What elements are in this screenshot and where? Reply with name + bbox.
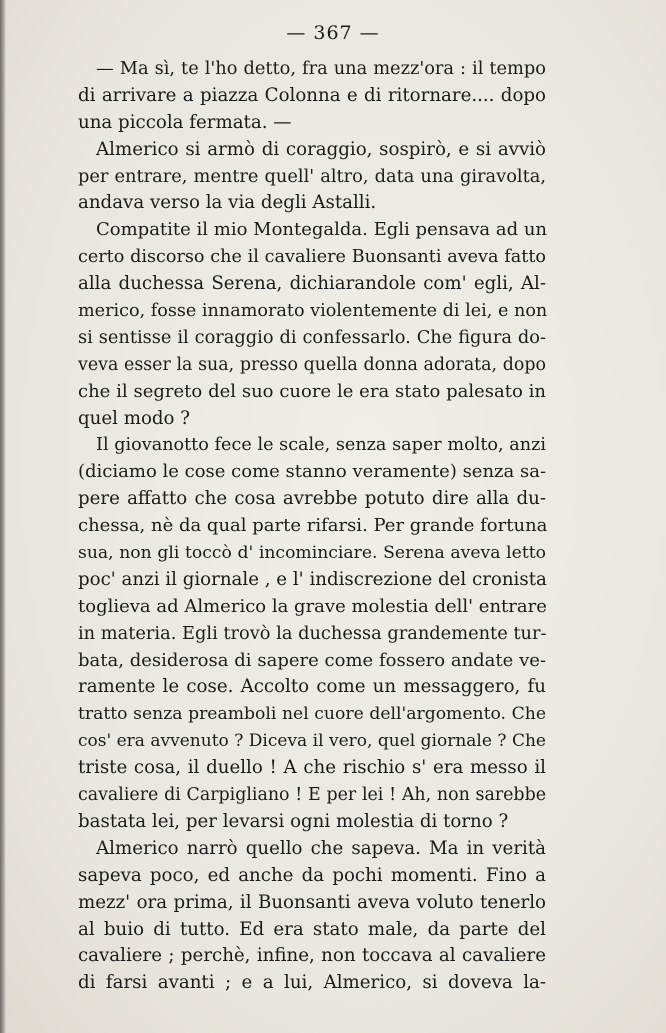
text-line: pere affatto che cosa avrebbe potuto dire alla du- — [78, 488, 546, 510]
text-line: mezz' ora prima, il Buonsanti aveva voluto tenerlo — [78, 891, 546, 913]
text-line: chessa, nè da qual parte rifarsi. Per grande fortuna — [78, 515, 548, 537]
text-line: Almerico narrò quello che sapeva. Ma in verità — [96, 837, 546, 859]
text-line: Compatite il mio Montegalda. Egli pensava ad un — [96, 219, 548, 241]
text-line: quel modo ? — [78, 407, 191, 429]
text-line: (diciamo le cose come stanno veramente) senza sa- — [78, 461, 547, 483]
text-line: — Ma sì, te l'ho detto, fra una mezz'ora : il tempo — [96, 58, 546, 79]
text-line: di arrivare a piazza Colonna e di ritornare.... dopo — [78, 84, 546, 106]
text-line: bata, desiderosa di sapere come fossero andate ve- — [78, 649, 546, 671]
text-line: cavaliere di Carpigliano ! E per lei ! Ah, non sarebbe — [78, 785, 546, 806]
text-line: che il segreto del suo cuore le era stato palesato in — [78, 380, 546, 402]
text-line: veva esser la sua, presso quella donna adorata, dopo — [78, 354, 546, 375]
text-line: in materia. Egli trovò la duchessa grandemente tur- — [78, 622, 547, 644]
text-line: cavaliere ; perchè, infine, non toccava al cavaliere — [78, 945, 546, 967]
text-line: Il giovanotto fece le scale, senza saper molto, anzi — [96, 435, 546, 456]
text-line: Almerico si armò di coraggio, sospirò, e si avviò — [96, 138, 546, 160]
text-line: per entrare, mentre quell' altro, data una giravolta, — [78, 165, 546, 187]
text-line: si sentisse il coraggio di confessarlo. Che figura do- — [78, 326, 546, 348]
text-line: poc' anzi il giornale , e l' indiscrezione del cronista — [78, 568, 547, 590]
text-line: alla duchessa Serena, dichiarandole com' egli, Al- — [78, 273, 546, 295]
text-line: bastata lei, per levarsi ogni molestia di torno ? — [78, 810, 509, 832]
page-spine-shadow — [0, 0, 6, 1033]
text-line: una piccola fermata. — — [78, 111, 292, 133]
text-line: tratto senza preamboli nel cuore dell'argomento. Che — [78, 704, 546, 725]
text-line: certo discorso che il cavaliere Buonsanti aveva fatto — [78, 247, 546, 268]
text-line: andava verso la via degli Astalli. — [78, 192, 377, 214]
text-line: sua, non gli toccò d' incominciare. Serena aveva letto — [78, 543, 546, 564]
text-line: cos' era avvenuto ? Diceva il vero, quel giornale ? Che — [78, 731, 546, 752]
text-line: merico, fosse innamorato violentemente di lei, e non — [78, 301, 548, 322]
text-line: triste cosa, il duello ! A che rischio s' era messo il — [78, 757, 546, 779]
text-line: al buio di tutto. Ed era stato male, da parte del — [78, 918, 546, 940]
page-number: — 367 — — [286, 22, 380, 44]
text-line: toglieva ad Almerico la grave molestia dell' entrare — [78, 595, 547, 617]
body-text — [78, 56, 546, 997]
text-line: di farsi avanti ; e a lui, Almerico, si doveva la- — [78, 972, 546, 994]
text-line: sapeva poco, ed anche da pochi momenti. Fino a — [78, 864, 546, 886]
text-line: ramente le cose. Accolto come un messaggero, fu — [78, 676, 546, 698]
